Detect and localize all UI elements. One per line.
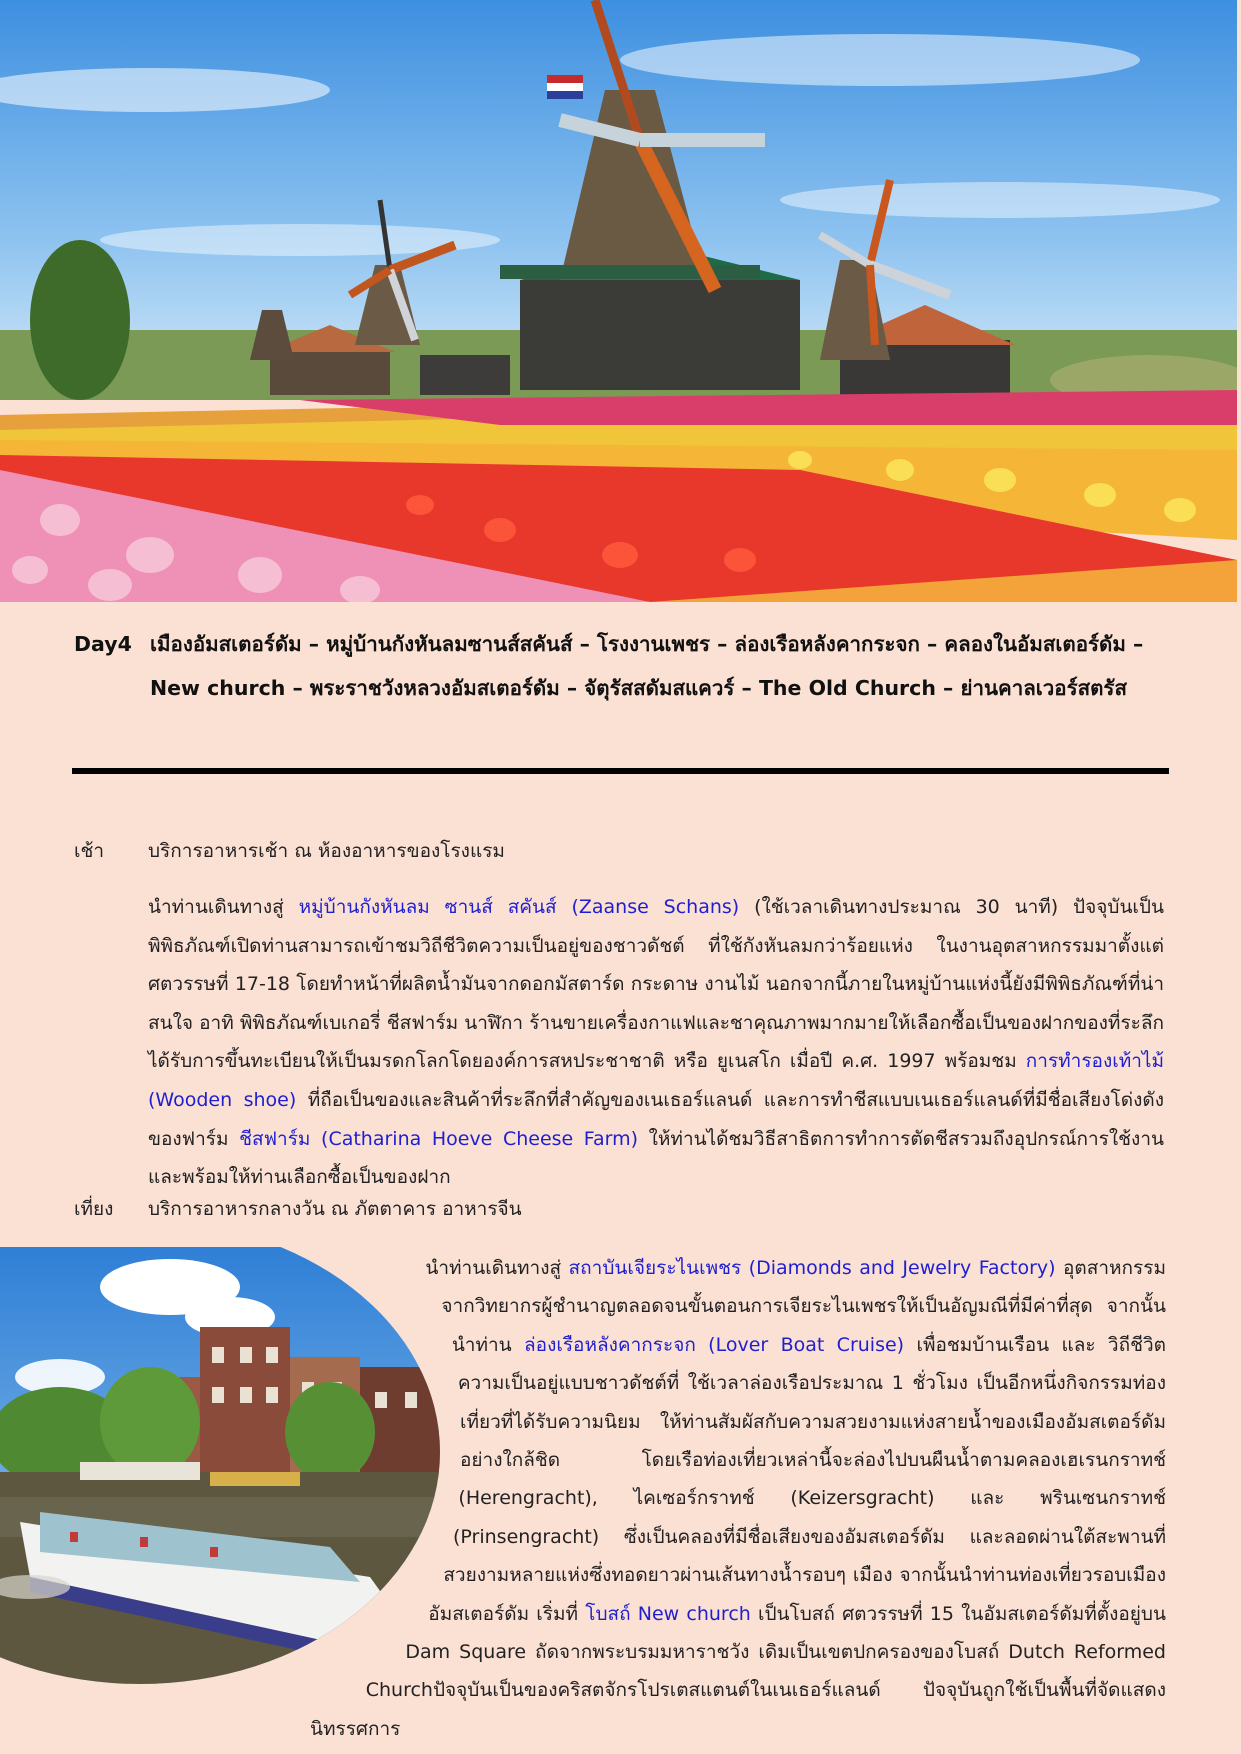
lunch-label: เที่ยง xyxy=(74,1198,114,1220)
new-church-highlight: โบสถ์ New church xyxy=(585,1602,751,1625)
diamond-cruise-paragraph xyxy=(310,1249,1166,1740)
para2-text-1: นำท่านเดินทางสู่ xyxy=(425,1257,569,1279)
para1-text-3: ที่ถือเป็นของและสินค้าที่ระลึกที่สำคัญของเนเธอร์แลนด์ และการทำชีสแบบเนเธอร์แลนด์ที่มีชื่อเสียงโด่งดังของฟาร์ม xyxy=(148,1088,1164,1150)
diamond-factory-highlight: สถาบันเจียระไนเพชร (Diamonds and Jewelry Factory) xyxy=(568,1257,1056,1279)
day-header xyxy=(74,622,1169,710)
hero-photo xyxy=(0,0,1237,602)
para2-text-4: เป็นโบสถ์ ศตวรรษที่ 15 ในอัมสเตอร์ดัมที่ตั้งอยู่บน Dam Square ถัดจากพระบรมมหาราชวัง เดิมเป็นเขตปกครองของโบสถ์ Dutch Reformed Churchปัจจุบันเป็นของคริสตจักรโปรเตสแตนต์ในเนเธอร์แลนด์ ปัจจุบันถูกใช้เป็นพื้นที่จัดแสดงนิทรรศการ xyxy=(310,1602,1166,1740)
para2-text-2: อุตสาหกรรมจากวิทยากรผู้ชำนาญตลอดจนขั้นตอนการเจียระไนเพชรให้เป็นอัญมณีที่มีค่าที่สุด จากนั้นนำท่าน xyxy=(441,1257,1166,1356)
wooden-shoe-highlight: การทำรองเท้าไม้ (Wooden shoe) xyxy=(148,1050,1164,1111)
para1-text-2: (ใช้เวลาเดินทางประมาณ 30 นาที) ปัจจุบันเป็นพิพิธภัณฑ์เปิดท่านสามารถเข้าชมวิถีชีวิตความเป็นอยู่ของชาวดัชต์ ที่ใช้กังหันลมกว่าร้อยแห่ง ในงานอุตสาหกรรมมาตั้งแต่ศตวรรษที่ 17-18 โดยทำหน้าที่ผลิตน้ำมันจากดอกมัสตาร์ด กระดาษ งานไม้ นอกจากนี้ภายในหมู่บ้านแห่งนี้ยังมีพิพิธภัณฑ์ที่น่าสนใจ อาทิ พิพิธภัณฑ์เบเกอรี่ ชีสฟาร์ม นาฬิกา ร้านขายเครื่องกาแฟและชาคุณภาพมากมายให้เลือกซื้อเป็นของฝากของที่ระลึก ได้รับการขึ้นทะเบียนให้เป็นมรดกโลกโดยองค์การสหประชาชาติ หรือ ยูเนสโก เมื่อปี ค.ศ. 1997 พร้อมชม xyxy=(148,896,1164,1073)
para1-text-4: ให้ท่านได้ชมวิธีสาธิตการทำการตัดชีสรวมถึงอุปกรณ์การใช้งาน และพร้อมให้ท่านเลือกซื้อเป็นของฝาก xyxy=(148,1127,1164,1189)
header-divider xyxy=(72,768,1169,774)
day-title: เมืองอัมสเตอร์ดัม – หมู่บ้านกังหันลมซานส์สคันส์ – โรงงานเพชร – ล่องเรือหลังคากระจก – คลองในอัมสเตอร์ดัม – New church – พระราชวังหลวงอัมสเตอร์ดัม – จัตุรัสสดัมสแควร์ – The Old Church – ย่านคาลเวอร์สตรัส xyxy=(150,632,1144,700)
zaanse-schans-highlight: หมู่บ้านกังหันลม ซานส์ สคันส์ (Zaanse Schans) xyxy=(298,896,740,918)
windmill-tulip-field-image xyxy=(0,0,1237,602)
breakfast-text: บริการอาหารเช้า ณ ห้องอาหารของโรงแรม xyxy=(148,840,505,862)
lunch-text: บริการอาหารกลางวัน ณ ภัตตาคาร อาหารจีน xyxy=(148,1198,522,1220)
para1-text-1: นำท่านเดินทางสู่ xyxy=(148,896,299,918)
zaanse-schans-paragraph xyxy=(148,888,1164,1197)
day-label: Day4 xyxy=(74,632,132,656)
lover-boat-highlight: ล่องเรือหลังคากระจก (Lover Boat Cruise) xyxy=(524,1333,905,1356)
para2-text-3: เพื่อชมบ้านเรือน และ วิถีชีวิตความเป็นอยู่แบบชาวดัชต์ที่ ใช้เวลาล่องเรือประมาณ 1 ชั่วโมง เป็นอีกหนึ่งกิจกรรมท่องเที่ยวที่ได้รับความนิยม ให้ท่านสัมผัสกับความสวยงามแห่งสายน้ำของเมืองอัมสเตอร์ดัมอย่างใกล้ชิด โดยเรือท่องเที่ยวเหล่านี้จะล่องไปบนผืนน้ำตามคลองเฮเรนกราทช์ (Herengracht), ไคเซอร์กราทช์ (Keizersgracht) และ พรินเซนกราทช์ (Prinsengracht) ซึ่งเป็นคลองที่มีชื่อเสียงของอัมสเตอร์ดัม และลอดผ่านใต้สะพานที่สวยงามหลายแห่งซึ่งทอดยาวผ่านเส้นทางน้ำรอบๆ เมือง จากนั้นนำท่านท่องเที่ยวรอบเมืองอัมสเตอร์ดัม เริ่มที่ xyxy=(428,1333,1166,1625)
cheese-farm-highlight: ชีสฟาร์ม (Catharina Hoeve Cheese Farm) xyxy=(239,1127,639,1150)
breakfast-label: เช้า xyxy=(74,840,105,862)
